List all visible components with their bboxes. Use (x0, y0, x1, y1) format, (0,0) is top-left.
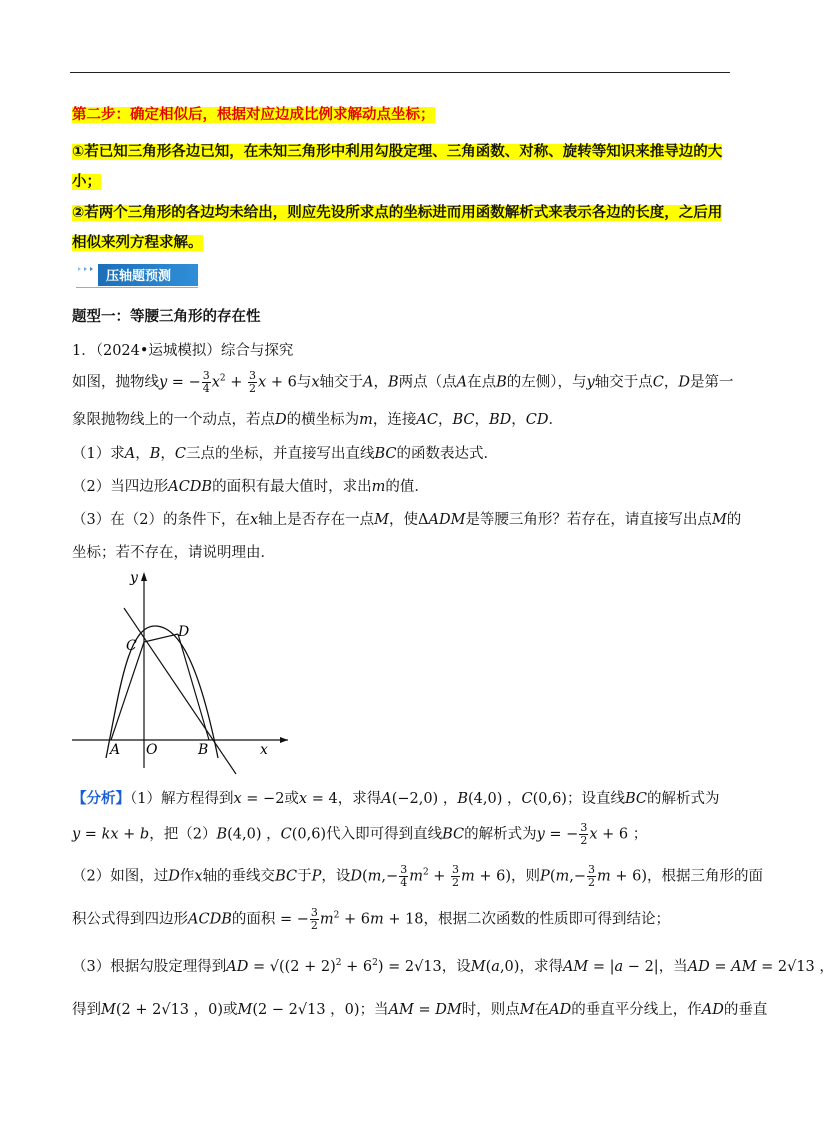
badge-label: 压轴题预测 (106, 269, 172, 284)
label-x: x (260, 742, 268, 758)
step2-item1: ①若已知三角形各边已知，在未知三角形中利用勾股定理、三角函数、对称、旋转等知识来推导边的大小； (72, 144, 723, 190)
problem-intro-line1: 如图，抛物线y = − $\frac{3}{4}$ $x^2$ + $\frac{3}{2}$ x + 6与x轴交于A，B两点（点A在点B的左侧），与y轴交于点C，D是第一 (72, 369, 734, 395)
analysis-line2: y = kx + b，把（2）B(4,0) ，C(0,6)代入即可得到直线BC的解析式为y = − $\frac{3}{2}$ x + 6 ； (72, 821, 648, 847)
label-a: A (110, 742, 121, 758)
analysis-line5: （3）根据勾股定理得到AD = $√((2 + 2)^2 + 6^2) = 2√13$，设M(a,0)，求得AM = |a − 2|，当AD = AM = 2√13 ， (72, 958, 834, 975)
parabola-curve (106, 626, 218, 758)
analysis-line4: 积公式得到四边形ACDB的面积 = − $\frac{3}{2}$ $m^2 + 6m + 18$，根据二次函数的性质即可得到结论； (72, 906, 671, 932)
section-heading: 题型一：等腰三角形的存在性 (72, 309, 261, 325)
arrow-dots-icon (76, 265, 96, 273)
problem-intro-line2: 象限抛物线上的一个动点，若点D的横坐标为m，连接AC，BC，BD，CD． (72, 412, 564, 428)
label-b: B (198, 742, 209, 758)
question-2: （2）当四边形ACDB的面积有最大值时，求出m的值． (72, 479, 429, 495)
step2-item2: ②若两个三角形的各边均未给出，则应先设所求点的坐标进而用函数解析式来表示各边的长度，之后用相似来列方程求解。 (72, 205, 723, 251)
segment-bd (178, 634, 209, 740)
label-y: y (130, 570, 138, 586)
segment-ac (111, 642, 144, 740)
analysis-line1: 【分析】（1）解方程得到x = −2或x = 4，求得A(−2,0) ，B(4,0) ，C(0,6)；设直线BC的解析式为 (72, 790, 720, 807)
y-axis-arrow-icon (141, 572, 147, 581)
label-d: D (178, 624, 190, 640)
question-3-line2: 坐标；若不存在，请说明理由． (72, 545, 275, 561)
section-badge (72, 262, 198, 288)
analysis-line6: 得到M(2 + 2√13 ，0)或M(2 − 2√13 ，0)；当AM = DM时，则点M在AD的垂直平分线上，作AD的垂直 (72, 1002, 768, 1018)
step2-title: 第二步：确定相似后，根据对应边成比例求解动点坐标； (72, 107, 435, 123)
question-3: （3）在（2）的条件下，在x轴上是否存在一点M，使ΔADM是等腰三角形？若存在，请直接写出点M的 (72, 512, 742, 528)
label-o: O (146, 742, 158, 758)
parabola-figure (60, 568, 300, 778)
problem-source: 1．（2024•运城模拟）综合与探究 (72, 343, 294, 359)
label-c: C (126, 638, 137, 654)
header-rule (70, 72, 730, 73)
segment-cd (144, 634, 178, 642)
analysis-line3: （2）如图，过D作x轴的垂线交BC于P，设D(m,− $\frac{3}{4}$ $m^2$ + $\frac{3}{2}$ m + 6)，则P(m,− $\frac{3}{2}$ m + 6)，根据三角形的面 (72, 863, 763, 889)
x-axis-arrow-icon (280, 737, 288, 743)
question-1: （1）求A，B，C三点的坐标，并直接写出直线BC的函数表达式． (72, 446, 499, 462)
badge-underline (76, 287, 198, 288)
